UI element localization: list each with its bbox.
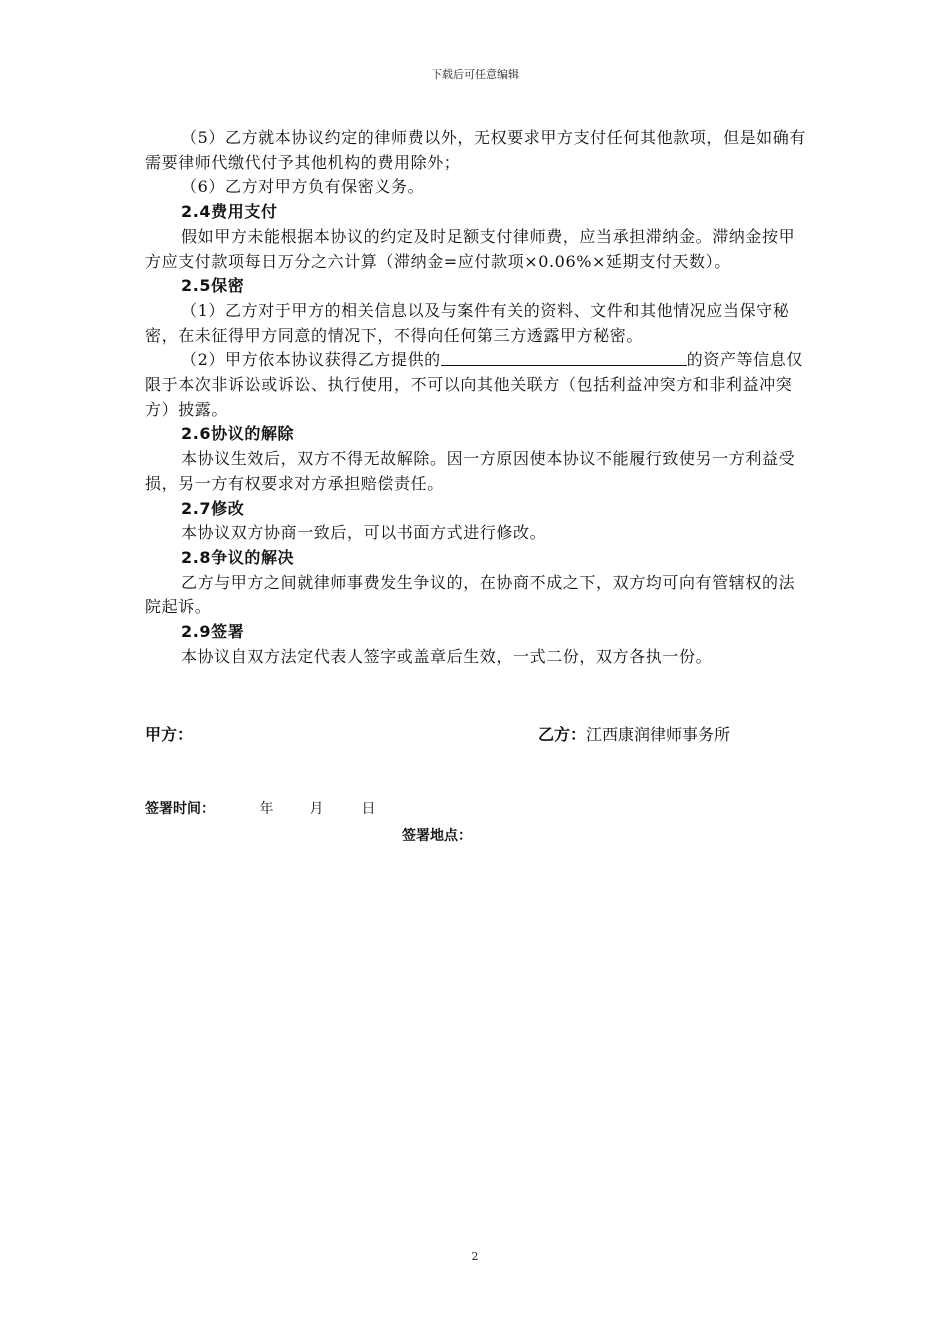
signing-paragraph: 本协议自双方法定代表人签字或盖章后生效，一式二份，双方各执一份。 [181, 646, 713, 666]
confidentiality-clause-1: （1）乙方对于甲方的相关信息以及与案件有关的资料、文件和其他情况应当保守秘密，在未征得甲方同意的情况下，不得向任何第三方透露甲方秘密。 [145, 300, 790, 345]
clause-5: （5）乙方就本协议约定的律师费以外，无权要求甲方支付任何其他款项，但是如确有需要律师代缴代付予其他机构的费用除外； [145, 128, 806, 172]
signing-time-label: 签署时间： [145, 801, 215, 817]
signing-time [145, 798, 375, 818]
month-label: 月 [309, 801, 324, 817]
party-b-label: 乙方： [538, 725, 587, 744]
section-heading-2-5: 2.5保密 [181, 276, 245, 296]
dispute-paragraph: 乙方与甲方之间就律师事费发生争议的，在协商不成之下，双方均可向有管辖权的法院起诉。 [145, 572, 796, 617]
party-b-name: 江西康润律师事务所 [586, 725, 731, 744]
page-header: 下载后可任意编辑 [431, 68, 519, 81]
section-heading-2-8: 2.8争议的解决 [181, 547, 295, 567]
clause-2-part-b: 的资产等信息仅限于本次非诉讼或诉讼、执行使用，不可以向其他关联方（包括利益冲突方和非利益冲突方）披露。 [145, 350, 803, 419]
day-label: 日 [361, 801, 376, 817]
confidentiality-clause-2 [145, 348, 807, 422]
modification-paragraph: 本协议双方协商一致后，可以书面方式进行修改。 [181, 523, 547, 543]
termination-paragraph: 本协议生效后，双方不得无故解除。因一方原因使本协议不能履行致使另一方利益受损，另一方有权要求对方承担赔偿责任。 [145, 449, 796, 493]
section-heading-2-7: 2.7修改 [181, 498, 245, 518]
year-label: 年 [259, 801, 274, 817]
signing-place-label: 签署地点： [402, 828, 472, 844]
signing-date [219, 801, 375, 817]
parties-row [145, 722, 807, 748]
party-b [538, 722, 730, 745]
clause-2-part-a: （2）甲方依本协议获得乙方提供的 [181, 350, 441, 370]
page-number: 2 [471, 1250, 479, 1263]
section-heading-2-6: 2.6协议的解除 [181, 424, 295, 444]
late-fee-paragraph: 假如甲方未能根据本协议的约定及时足额支付律师费，应当承担滞纳金。滞纳金按甲方应支付款项每日万分之六计算（滞纳金=应付款项×0.06%×延期支付天数）。 [145, 226, 796, 271]
clause-6: （6）乙方对甲方负有保密义务。 [181, 177, 425, 197]
contract-body [145, 126, 807, 669]
party-a-label: 甲方： [145, 725, 194, 744]
fill-in-blank[interactable] [441, 349, 687, 366]
section-heading-2-9: 2.9签署 [181, 622, 245, 642]
section-heading-2-4: 2.4费用支付 [181, 202, 278, 222]
